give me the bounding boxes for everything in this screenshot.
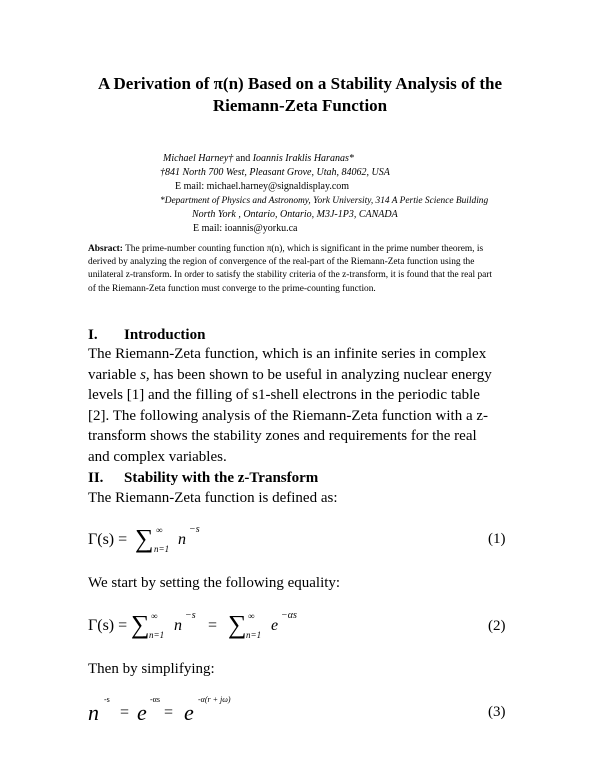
paragraph-line: levels [1] and the filling of s1-shell electrons in the periodic table (88, 387, 480, 403)
eq2-exponent-2: −αs (281, 610, 297, 621)
affiliation-1: †841 North 700 West, Pleasant Grove, Utah, 84062, USA (160, 167, 390, 178)
sum-upper-limit: ∞ (248, 611, 255, 621)
equals-sign: = (208, 617, 218, 634)
eq3-term-1: n (88, 700, 99, 725)
equation-number-2: (2) (488, 618, 506, 634)
section-heading-stability (88, 469, 318, 487)
eq3-exponent-3: -α(r + jω) (198, 695, 231, 704)
setting-text: We start by setting the following equality: (88, 575, 341, 591)
paragraph-line: variable s, has been shown to be useful in analyzing nuclear energy (88, 366, 492, 383)
section-heading-introduction (88, 326, 205, 344)
equation-3 (88, 695, 348, 728)
section-title: Introduction (124, 327, 206, 343)
paragraph-line: The Riemann-Zeta function, which is an infinite series in complex (88, 346, 487, 362)
eq3-exponent-2: -αs (150, 695, 160, 704)
section-title: Stability with the z-Transform (124, 470, 319, 486)
affiliation-2-line-2: North York , Ontario, Ontario, M3J-1P3, CANADA (192, 209, 398, 220)
paragraph-line: [2]. The following analysis of the Riemann-Zeta function with a z- (88, 407, 489, 424)
paragraph-line: transform shows the stability zones and requirements for the real (88, 428, 477, 444)
abstract-line: Absract: The prime-number counting function π(n), which is significant in the prime number theorem, is (88, 244, 484, 254)
abstract (88, 243, 520, 296)
sum-upper-limit: ∞ (156, 525, 163, 535)
sum-symbol: ∑ (228, 610, 247, 639)
paper-title-line-2: Riemann-Zeta Function (212, 96, 388, 115)
abstract-line: derived by analyzing the region of convergence of the real-part of the Riemann-Zeta function using the (88, 257, 475, 268)
simplify-text: Then by simplifying: (88, 661, 215, 677)
author-names (163, 152, 354, 166)
paragraph-line: and complex variables. (88, 448, 227, 465)
equation-number-3: (3) (488, 704, 506, 720)
sum-lower-limit: n=1 (149, 630, 165, 640)
author-harney: Michael Harney† (163, 153, 234, 164)
eq2-term-1: n (174, 617, 182, 634)
sum-upper-limit: ∞ (151, 611, 158, 621)
equals-sign: = (164, 704, 174, 721)
section-number: I. (88, 327, 98, 343)
variable-s: s (140, 366, 146, 383)
equation-number-1: (1) (488, 531, 506, 547)
eq2-exponent-1: −s (185, 610, 196, 621)
eq1-term: n (178, 531, 186, 548)
paper-title-line-1: A Derivation of π(n) Based on a Stability Analysis of the (97, 74, 503, 93)
affiliation-2-line-1: *Department of Physics and Astronomy, York University, 314 A Pertie Science Building (160, 196, 489, 206)
abstract-label: Absract: (88, 244, 123, 254)
stability-intro: The Riemann-Zeta function is defined as: (88, 490, 338, 506)
equals-sign: = (120, 704, 130, 721)
eq1-lhs: Γ(s) = (88, 531, 128, 548)
eq2-term-2: e (271, 617, 279, 634)
eq3-term-2: e (137, 700, 147, 725)
eq1-exponent: −s (189, 524, 200, 535)
sum-lower-limit: n=1 (246, 630, 262, 640)
section-number: II. (88, 470, 104, 486)
author-haranas: Ioannis Iraklis Haranas* (252, 153, 354, 164)
email-1: E mail: michael.harney@signaldisplay.com (175, 181, 350, 192)
sum-symbol: ∑ (135, 524, 154, 553)
sum-symbol: ∑ (131, 610, 150, 639)
author-and: and (233, 153, 253, 164)
abstract-line: unilateral z-transform. In order to satisfy the stability criteria of the z-transform, it is found that the real part (88, 270, 493, 281)
eq3-exponent-1: -s (104, 695, 110, 704)
eq3-term-3: e (184, 700, 194, 725)
abstract-line: of the Riemann-Zeta function must converge to the prime-counting function. (88, 283, 376, 294)
introduction-paragraph (88, 344, 524, 467)
eq2-lhs: Γ(s) = (88, 617, 128, 634)
sum-lower-limit: n=1 (154, 544, 170, 554)
email-2: E mail: ioannis@yorku.ca (193, 223, 298, 234)
